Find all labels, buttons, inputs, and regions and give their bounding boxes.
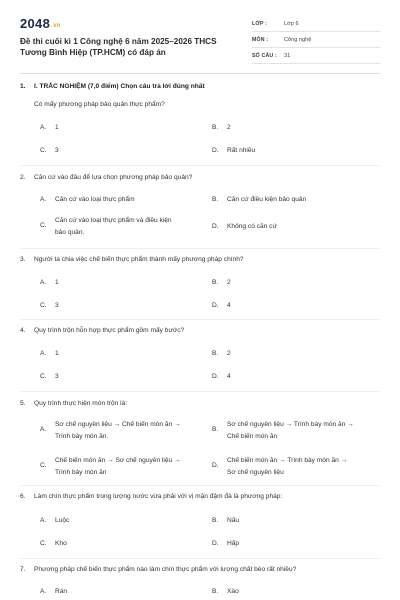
- option-letter: D.: [212, 223, 219, 230]
- question-label: Làm chín thực phẩm trong lượng nước vừa phải với vị mặn đậm đà là phương pháp:: [34, 493, 283, 500]
- option-letter: B.: [212, 350, 219, 357]
- question-text: [20, 326, 380, 336]
- meta-value: Công nghệ: [284, 36, 312, 43]
- question-label: Người ta chia việc chế biến thực phẩm thành mấy phương pháp chính?: [34, 256, 244, 263]
- option-text: Nấu: [227, 517, 240, 524]
- option-text: Rất nhiều: [227, 147, 256, 154]
- option-letter: C.: [40, 302, 47, 309]
- question-number: 2.: [20, 174, 26, 181]
- option-text: Không có căn cứ: [227, 223, 277, 230]
- option-text: 1: [55, 350, 59, 357]
- option-letter: C.: [40, 462, 47, 469]
- option-text: Xào: [227, 588, 239, 595]
- option-text: Căn cứ điều kiện bảo quản: [227, 196, 307, 203]
- meta-value: Lớp 6: [284, 20, 299, 27]
- question-label: Phương pháp chế biến thực phẩm nào làm chín thực phẩm với lượng chất béo rất nhiều?: [34, 566, 297, 573]
- option-letter: B.: [212, 517, 219, 524]
- meta-value: 31: [284, 52, 291, 59]
- question-text: [20, 173, 380, 183]
- option-text: Hấp: [227, 540, 240, 547]
- option-text-line-1: Sơ chế nguyên liệu → Trình bày món ăn →: [227, 421, 354, 428]
- option-text: 3: [55, 373, 59, 380]
- meta-label: SỐ CÂU :: [252, 52, 277, 59]
- question-2: [20, 173, 380, 183]
- logo-text: 2048: [20, 16, 51, 31]
- question-number: 6.: [20, 493, 26, 500]
- option-text-line-1: Căn cứ vào loại thực phẩm và điều kiện: [55, 217, 172, 224]
- option-letter: B.: [212, 196, 219, 203]
- option-text: 4: [227, 302, 231, 309]
- option-text: 3: [55, 147, 59, 154]
- question-label: Quy trình trộn hỗn hợp thực phẩm gồm mấy bước?: [34, 327, 185, 334]
- option-letter: B.: [212, 426, 219, 433]
- option-text: 2: [227, 350, 231, 357]
- option-letter: D.: [212, 302, 219, 309]
- meta-row-class: [252, 16, 380, 32]
- option-text: Rán: [55, 588, 68, 595]
- question-number: 5.: [20, 400, 26, 407]
- exam-title: Đề thi cuối kì 1 Công nghệ 6 năm 2025–2026 THCS Tương Bình Hiệp (TP.HCM) có đáp án: [20, 37, 217, 57]
- section-heading: [20, 82, 380, 92]
- option-text: Luộc: [55, 517, 70, 524]
- site-logo[interactable]: [20, 16, 61, 31]
- option-text-line-1: Chế biến món ăn → Trình bày món ăn →: [227, 457, 348, 464]
- question-number: 7.: [20, 566, 26, 573]
- option-letter: A.: [40, 196, 47, 203]
- option-text-line-2: bảo quản.: [55, 229, 85, 236]
- option-text: 2: [227, 124, 231, 131]
- question-number: 4.: [20, 327, 26, 334]
- option-text-line-2: Trình bày món ăn.: [55, 433, 109, 440]
- option-letter: C.: [40, 147, 47, 154]
- option-letter: A.: [40, 350, 47, 357]
- option-text: 1: [55, 279, 59, 286]
- option-letter: D.: [212, 147, 219, 154]
- option-letter: A.: [40, 517, 47, 524]
- meta-row-subject: [252, 32, 380, 48]
- option-text-line-2: Chế biến món ăn: [227, 433, 278, 440]
- option-text: 4: [227, 373, 231, 380]
- option-text-line-2: Trình bày món ăn: [55, 469, 107, 476]
- option-letter: D.: [212, 373, 219, 380]
- option-letter: A.: [40, 279, 47, 286]
- option-text: 3: [55, 302, 59, 309]
- question-separator: [20, 319, 380, 320]
- option-text-line-1: Sơ chế nguyên liệu → Chế biến món ăn →: [55, 421, 181, 428]
- option-letter: A.: [40, 124, 47, 131]
- header-divider: [20, 73, 380, 74]
- question-label: Quy trình thực hiện món trộn là:: [34, 400, 128, 407]
- option-text: Căn cứ vào loại thực phẩm: [55, 196, 135, 203]
- question-6: [20, 492, 380, 502]
- option-letter: A.: [40, 426, 47, 433]
- option-letter: D.: [212, 540, 219, 547]
- question-text: [20, 399, 380, 409]
- option-text-line-2: Sơ chế nguyên liệu: [227, 469, 284, 476]
- option-text: 2: [227, 279, 231, 286]
- meta-label: LỚP :: [252, 20, 268, 27]
- question-separator: [20, 248, 380, 249]
- exam-meta: [252, 16, 380, 64]
- question-number: 1.: [20, 83, 26, 90]
- meta-label: MÔN :: [252, 36, 269, 43]
- option-letter: B.: [212, 124, 219, 131]
- option-text: 1: [55, 124, 59, 131]
- question-separator: [20, 558, 380, 559]
- question-separator: [20, 165, 380, 166]
- option-letter: C.: [40, 373, 47, 380]
- question-text: [20, 492, 380, 502]
- question-5: [20, 399, 380, 409]
- option-text-line-1: Chế biến món ăn → Sơ chế nguyên liệu →: [55, 457, 181, 464]
- document-header: [20, 14, 380, 68]
- question-separator: [20, 391, 380, 392]
- question-label: Căn cứ vào đâu để lựa chọn phương pháp bảo quản?: [34, 174, 193, 181]
- question-7: [20, 565, 380, 575]
- option-letter: B.: [212, 279, 219, 286]
- question-3: [20, 255, 380, 265]
- question-1: [20, 82, 380, 110]
- question-number: 3.: [20, 256, 26, 263]
- question-4: [20, 326, 380, 336]
- option-letter: A.: [40, 588, 47, 595]
- question-text: [20, 255, 380, 265]
- section-title: I. TRẮC NGHIỆM (7,0 điểm) Chọn câu trả lời đúng nhất: [34, 83, 205, 90]
- option-text: Kho: [55, 540, 67, 547]
- meta-row-count: [252, 48, 380, 64]
- logo-suffix: .vn: [51, 23, 61, 29]
- question-text: Có mấy phương pháp bảo quản thực phẩm?: [34, 101, 165, 108]
- option-letter: B.: [212, 588, 219, 595]
- question-text: [20, 565, 380, 575]
- option-letter: C.: [40, 540, 47, 547]
- option-letter: D.: [212, 462, 219, 469]
- option-letter: C.: [40, 222, 47, 229]
- question-separator: [20, 485, 380, 486]
